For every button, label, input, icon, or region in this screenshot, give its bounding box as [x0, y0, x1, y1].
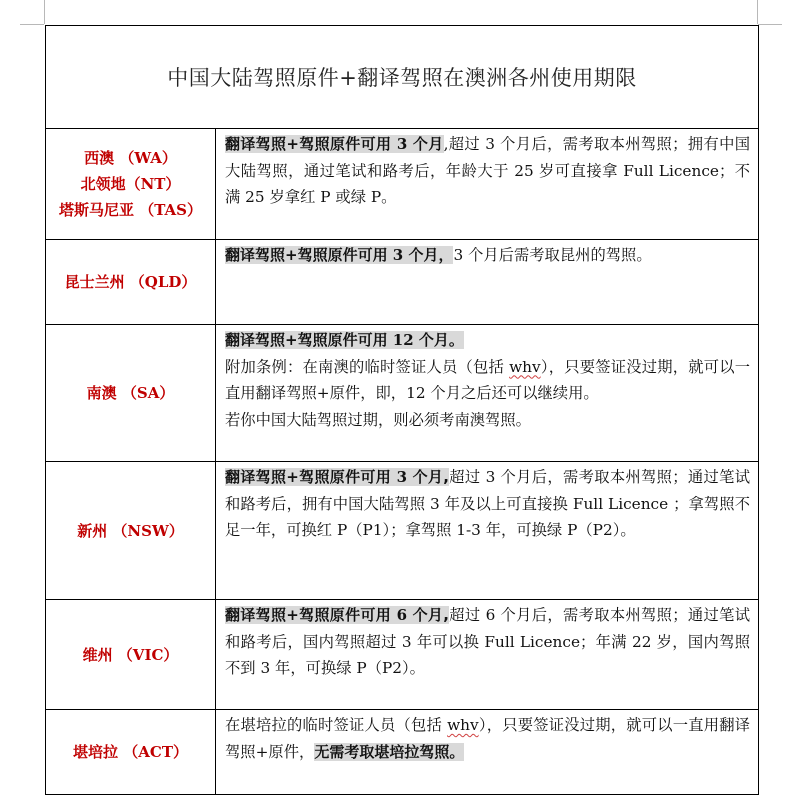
- state-name: 塔斯马尼亚 （TAS）: [58, 201, 203, 219]
- months-value: 6: [396, 606, 408, 624]
- table-row: [46, 325, 759, 462]
- highlight-text: 个月,: [407, 606, 449, 624]
- state-name: 南澳 （SA）: [86, 384, 175, 402]
- state-cell: [46, 129, 216, 240]
- highlight-text: 个月,: [407, 468, 449, 486]
- months-value: 3: [396, 468, 408, 486]
- validity-highlight: [225, 606, 449, 624]
- table-row: [46, 240, 759, 325]
- state-name: 昆士兰州 （QLD）: [64, 273, 197, 291]
- rule-text: ），只要签证没过期，就可以一直用翻译驾照+原件，: [225, 716, 750, 761]
- rule-text: ,超过 3 个月后，需考取本州驾照；拥有中国大陆驾照，通过笔试和路考后，年龄大于 25 岁可直接拿 Full Licence；不满 25 岁拿红 P 或绿 P。: [225, 135, 751, 206]
- table-title-row: [46, 26, 759, 129]
- state-name: 西澳 （WA）: [84, 149, 177, 167]
- spellcheck-underlined-word: whv: [509, 357, 541, 376]
- state-name: 维州 （VIC）: [82, 645, 179, 664]
- rule-text: 超过 6 个月后，需考取本州驾照；通过笔试和路考后，国内驾照超过 3 年可以换 Full Licence；年满 22 岁，国内驾照不到 3 年，可换绿 P（P2）。: [225, 606, 751, 677]
- validity-highlight: [225, 246, 453, 264]
- rule-text: 3 个月后需考取昆州的驾照。: [453, 246, 652, 264]
- rule-text: 超过 3 个月后，需考取本州驾照；通过笔试和路考后，拥有中国大陆驾照 3 年及以上可直接换 Full Licence ；拿驾照不足一年，可换红 P（P1）；拿驾照 1-3 年，可换绿 P（P2）。: [225, 468, 751, 539]
- table-row: [46, 710, 759, 795]
- state-cell: [46, 240, 216, 325]
- highlight-text: 翻译驾照+驾照原件可用: [225, 468, 397, 486]
- highlight-text: 翻译驾照+驾照原件可用: [225, 606, 397, 624]
- state-name: 北领地（NT）: [80, 175, 181, 193]
- state-name: 堪培拉 （ACT）: [73, 743, 188, 761]
- page-corner-mark-left-v: [44, 0, 45, 24]
- validity-highlight: [225, 468, 449, 486]
- state-cell: [46, 462, 216, 600]
- page-corner-mark-right-h: [758, 24, 782, 25]
- validity-highlight: [225, 135, 444, 153]
- highlight-text: 翻译驾照+驾照原件可用: [225, 135, 397, 153]
- table-row: [46, 462, 759, 600]
- rule-text: 在堪培拉的临时签证人员（包括: [225, 716, 448, 734]
- table-row: [46, 129, 759, 240]
- rule-text: 附加条例：在南澳的临时签证人员（包括: [225, 357, 510, 376]
- rule-cell: [216, 129, 759, 240]
- months-value: 3: [392, 246, 404, 264]
- rule-cell: [216, 240, 759, 325]
- rule-text: ），只要签证没过期，就可以一直用翻译驾照+原件，即，12 个月之后还可以继续用。: [225, 357, 751, 402]
- license-validity-table: [45, 25, 759, 795]
- highlight-text: 翻译驾照+驾照原件可用: [225, 331, 393, 349]
- page-corner-mark-left-h: [20, 24, 44, 25]
- months-value: 3: [396, 135, 408, 153]
- rule-cell: [216, 462, 759, 600]
- state-name: 新州 （NSW）: [77, 521, 184, 540]
- table-title: 中国大陆驾照原件+翻译驾照在澳洲各州使用期限: [46, 26, 759, 129]
- state-cell: [46, 710, 216, 795]
- spellcheck-underlined-word: whv: [447, 716, 479, 734]
- highlight-text: 个月: [407, 135, 444, 153]
- validity-highlight: 无需考取堪培拉驾照。: [314, 742, 465, 761]
- page-corner-mark-right-v: [757, 0, 758, 24]
- validity-highlight: [225, 331, 464, 349]
- highlight-text: 翻译驾照+驾照原件可用: [225, 246, 393, 264]
- months-value: 12: [392, 331, 414, 349]
- state-cell: [46, 325, 216, 462]
- rule-text: 若你中国大陆驾照过期，则必须考南澳驾照。: [225, 410, 531, 429]
- rule-cell: [216, 325, 759, 462]
- rule-cell: [216, 600, 759, 710]
- state-cell: [46, 600, 216, 710]
- highlight-text: 个月。: [413, 331, 464, 349]
- table-row: [46, 600, 759, 710]
- highlight-text: 个月，: [403, 246, 454, 264]
- rule-cell: [216, 710, 759, 795]
